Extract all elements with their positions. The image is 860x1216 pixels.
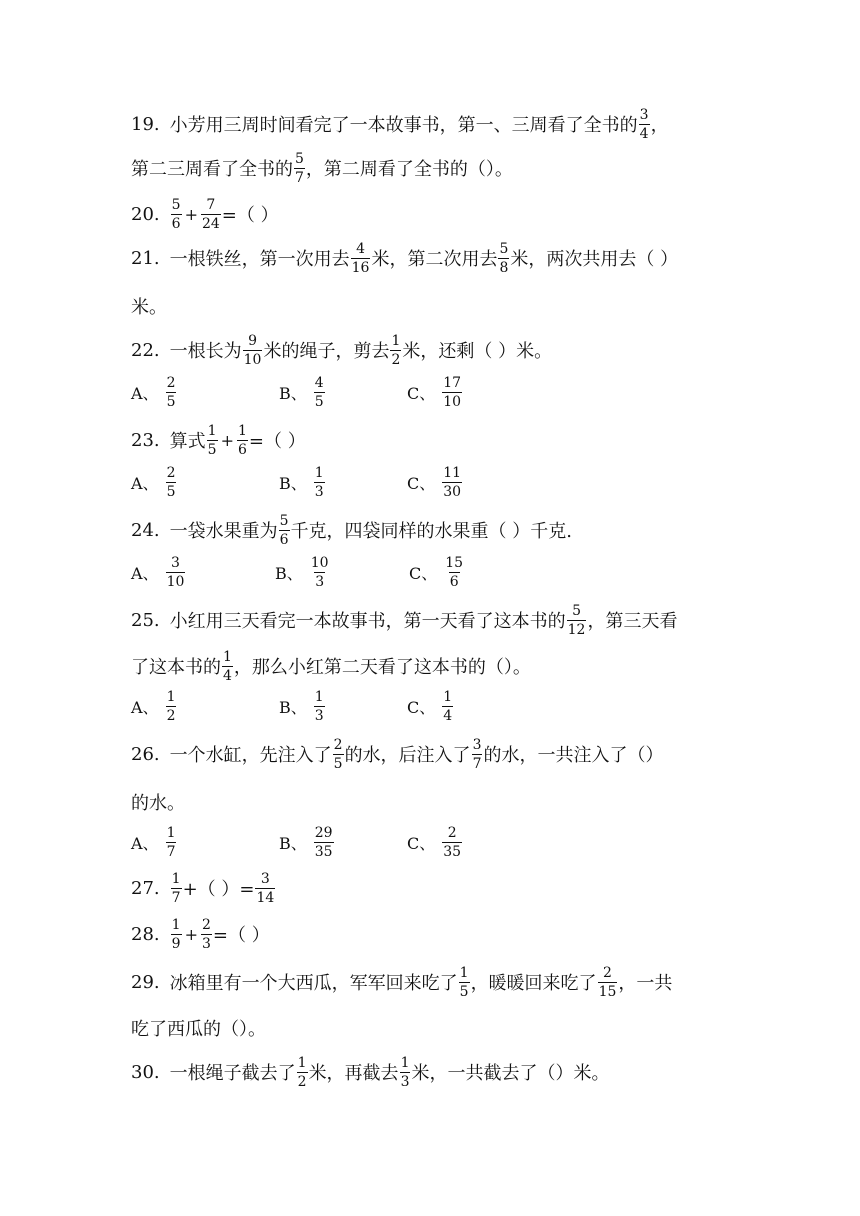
question-text: 第二三周看了全书的 [131,159,293,180]
option-c [409,556,465,589]
fraction [294,152,305,185]
question-26-line-1 [131,734,663,774]
option-label: C、 [407,474,436,493]
option-label: C、 [407,384,436,403]
question-text: 米，第二次用去 [371,249,498,270]
numerator: 1 [391,332,401,349]
denominator: 6 [171,215,181,232]
fraction [314,376,325,409]
question-number: 30. [131,1061,160,1083]
denominator: 10 [166,574,185,590]
fraction [166,690,177,723]
numerator: 3 [639,106,649,123]
question-text: 一根长为 [169,341,242,362]
fraction [314,466,325,499]
numerator: 2 [333,736,343,753]
fraction [166,556,186,589]
numerator: 1 [166,825,176,841]
fraction [297,1056,308,1089]
numerator: 4 [314,375,324,391]
question-27 [131,868,276,908]
question-29-line-1 [131,962,672,1002]
denominator: 3 [201,935,211,952]
question-number: 19. [131,113,160,135]
option-label: C、 [407,698,436,717]
question-26-line-2 [131,782,185,822]
fraction [498,242,509,275]
fraction [639,108,650,141]
numerator: 3 [171,555,180,571]
numerator: 1 [314,689,324,705]
question-21-line-1 [131,238,678,278]
question-text: 的水，一共注入了（） [483,745,664,766]
question-text: 的水。 [131,793,185,814]
fraction [171,872,182,905]
denominator: 9 [171,935,181,952]
option-label: C、 [409,564,438,583]
option-b [279,376,326,409]
numerator: 15 [445,555,464,571]
numerator: 1 [297,1054,307,1071]
numerator: 4 [356,240,366,257]
option-label: A、 [131,564,159,583]
denominator: 7 [472,755,482,772]
question-text: 了这本书的 [131,657,221,678]
denominator: 7 [295,169,304,186]
fraction [222,650,233,683]
denominator: 4 [443,708,453,724]
option-a [131,826,177,859]
numerator: 5 [171,196,181,213]
question-23 [131,420,306,460]
question-25-line-1 [131,600,677,640]
question-19-line-1 [131,104,669,144]
fraction [166,466,177,499]
fraction [207,424,218,457]
numerator: 2 [201,916,211,933]
question-text: 一袋水果重为 [169,521,278,542]
numerator: 17 [443,375,462,391]
plus-sign: + [184,924,198,944]
denominator: 5 [333,755,343,772]
denominator: 4 [639,125,649,142]
question-text: =（ ） [212,925,270,946]
question-21-line-2 [131,286,167,326]
denominator: 24 [201,215,220,232]
numerator: 1 [459,964,469,981]
option-a [131,376,177,409]
question-number: 22. [131,339,160,361]
denominator: 5 [459,983,469,1000]
question-30 [131,1052,609,1092]
option-label: C、 [407,834,436,853]
question-text: 一个水缸，先注入了 [169,745,332,766]
numerator: 1 [171,870,181,887]
fraction [166,376,177,409]
option-b [279,690,326,723]
denominator: 6 [449,574,459,590]
fraction [459,966,470,999]
fraction [444,556,464,589]
denominator: 3 [315,574,325,590]
option-label: B、 [279,384,307,403]
fraction [442,826,462,859]
denominator: 14 [256,889,275,906]
option-a [131,690,177,723]
denominator: 30 [443,484,462,500]
fraction [201,918,212,951]
fraction [255,872,275,905]
question-text: 一根绳子截去了 [169,1063,296,1084]
plus-sign: + [220,430,234,450]
fraction [472,738,483,771]
question-text: 米，还剩（ ）米。 [402,341,553,362]
fraction [400,1056,411,1089]
numerator: 1 [400,1054,410,1071]
question-number: 20. [131,203,160,225]
denominator: 6 [279,531,289,548]
question-number: 25. [131,609,160,631]
question-number: 23. [131,429,160,451]
option-c [407,826,463,859]
question-text: 米。 [131,297,167,318]
denominator: 12 [567,621,586,638]
numerator: 1 [223,648,232,665]
option-label: A、 [131,834,159,853]
numerator: 5 [295,150,304,167]
fraction [310,556,330,589]
question-number: 28. [131,923,160,945]
fraction [567,604,587,637]
fraction [351,242,371,275]
numerator: 2 [166,465,176,481]
fraction [598,966,618,999]
fraction [390,334,401,367]
question-24 [131,510,572,550]
question-text: =（ ） [221,205,279,226]
option-label: B、 [275,564,303,583]
question-text: ， [650,115,669,136]
denominator: 6 [237,441,247,458]
denominator: 2 [297,1073,307,1090]
denominator: 3 [314,708,324,724]
denominator: 8 [499,259,509,276]
question-text: ，那么小红第二天看了这本书的（）。 [233,657,531,678]
fraction [442,376,462,409]
fraction [442,690,453,723]
question-28 [131,914,270,954]
denominator: 10 [243,351,262,368]
question-text: 米，再截去 [308,1063,399,1084]
denominator: 4 [223,667,232,684]
question-text: =（ ） [248,431,306,452]
denominator: 16 [351,259,370,276]
numerator: 3 [260,870,270,887]
denominator: 2 [166,708,176,724]
numerator: 7 [206,196,216,213]
denominator: 2 [391,351,401,368]
question-20 [131,194,279,234]
denominator: 3 [314,484,324,500]
denominator: 15 [598,983,617,1000]
numerator: 5 [499,240,509,257]
denominator: 7 [166,844,176,860]
question-text: 吃了西瓜的（）。 [131,1019,266,1040]
fraction [243,334,263,367]
question-19-line-2 [131,148,513,188]
fraction [279,514,290,547]
plus-sign: + [184,204,198,224]
fraction [314,690,325,723]
numerator: 11 [443,465,462,481]
fraction [314,826,334,859]
question-29-line-2 [131,1008,266,1048]
fraction [237,424,248,457]
fraction [201,198,221,231]
question-text: ，第二周看了全书的（）。 [305,159,513,180]
question-number: 27. [131,877,160,899]
question-number: 29. [131,971,160,993]
numerator: 5 [279,512,289,529]
option-a [131,466,177,499]
numerator: 1 [171,916,181,933]
option-a [131,556,186,589]
option-label: B、 [279,834,307,853]
question-text: 一根铁丝，第一次用去 [169,249,350,270]
denominator: 3 [400,1073,410,1090]
denominator: 5 [207,441,217,458]
denominator: 5 [314,394,324,410]
fraction [171,198,182,231]
option-c [407,376,463,409]
question-number: 24. [131,519,160,541]
numerator: 1 [314,465,324,481]
numerator: 2 [603,964,612,981]
numerator: 2 [447,825,457,841]
question-text: 的水，后注入了 [344,745,471,766]
denominator: 5 [166,484,176,500]
question-text: 千克，四袋同样的水果重（ ）千克. [290,521,573,542]
fraction [166,826,177,859]
fraction [442,466,462,499]
option-label: A、 [131,698,159,717]
option-b [279,466,326,499]
option-label: A、 [131,384,159,403]
numerator: 1 [166,689,176,705]
question-text: 算式 [169,431,206,452]
denominator: 35 [314,844,333,860]
question-text: 冰箱里有一个大西瓜，军军回来吃了 [169,973,458,994]
question-text: 小红用三天看完一本故事书，第一天看了这本书的 [169,611,566,632]
question-text: ，一共 [618,973,673,994]
question-text: 米，两次共用去（ ） [510,249,679,270]
question-22 [131,330,552,370]
question-text: 米的绳子，剪去 [263,341,390,362]
option-label: B、 [279,474,307,493]
denominator: 10 [443,394,462,410]
denominator: 35 [443,844,462,860]
numerator: 5 [572,602,582,619]
question-text: ，第三天看 [587,611,678,632]
question-text: ，暖暖回来吃了 [470,973,597,994]
numerator: 2 [166,375,176,391]
numerator: 1 [237,422,247,439]
numerator: 10 [310,555,329,571]
fraction [171,918,182,951]
question-text: 米，一共截去了（）米。 [411,1063,610,1084]
numerator: 1 [207,422,217,439]
numerator: 3 [472,736,482,753]
question-text: 小芳用三周时间看完了一本故事书，第一、三周看了全书的 [169,115,638,136]
numerator: 29 [314,825,333,841]
question-text: +（ ）= [182,879,255,900]
question-number: 26. [131,743,160,765]
numerator: 9 [248,332,258,349]
option-b [275,556,331,589]
option-c [407,466,463,499]
denominator: 5 [166,394,176,410]
question-number: 21. [131,247,160,269]
option-label: A、 [131,474,159,493]
option-b [279,826,335,859]
option-label: B、 [279,698,307,717]
fraction [333,738,344,771]
numerator: 1 [443,689,453,705]
option-c [407,690,454,723]
question-25-line-2 [131,646,531,686]
denominator: 7 [171,889,181,906]
